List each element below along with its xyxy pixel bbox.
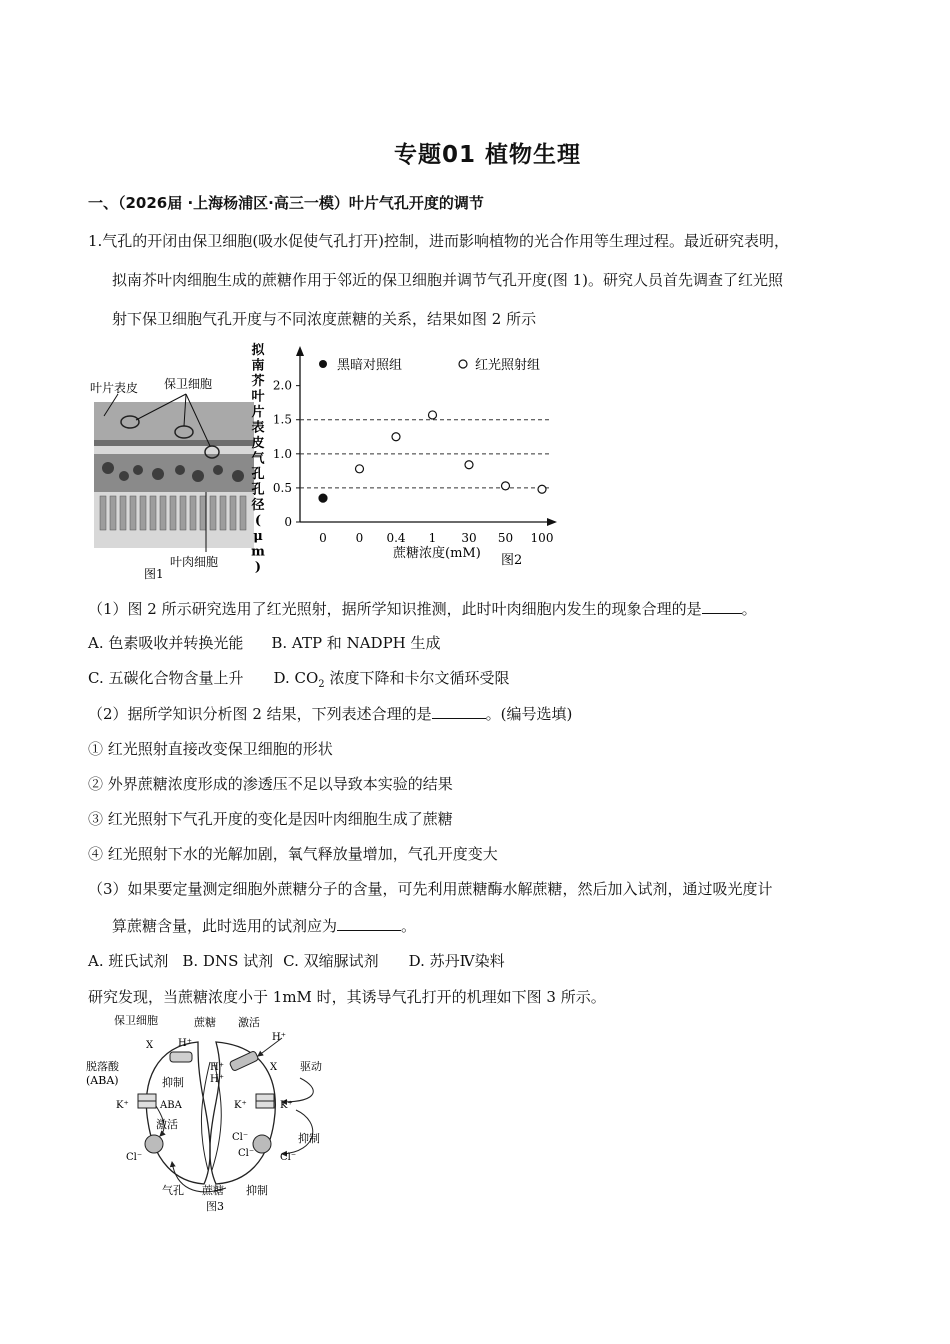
label-leaf-epidermis: 叶片表皮 [90,381,139,395]
x-tick-label: 1 [428,531,437,545]
figure-1-leaf-section [88,372,258,582]
sub3-line-2-text: 算蔗糖含量，此时选用的试剂应为 [112,917,338,935]
label-aba-line-2: (ABA) [86,1074,119,1087]
label-k-plus-center: K⁺ [234,1100,247,1111]
sub1-option-d-subscript: 2 [318,679,325,690]
label-cl-right: Cl⁻ [280,1152,297,1163]
x-tick-label: 30 [461,531,477,545]
y-tick-label: 0 [284,515,292,529]
sub2-stem [88,703,572,724]
figure-1-caption: 图1 [144,567,164,581]
x-axis-label: 蔗糖浓度(mM) [393,546,481,561]
figure-2-caption: 图2 [501,553,523,568]
sub1-option-d-prefix: D. CO [273,669,319,687]
label-aba: ABA [160,1100,182,1111]
sub1-stem-text: （1）图 2 所示研究选用了红光照射，据所学知识推测，此时叶肉细胞内发生的现象合理的是 [88,600,702,618]
y-label-char: ) [254,560,262,575]
legend-red-marker [459,360,467,368]
y-label-char: μ [253,529,263,544]
x-tick-label: 0 [355,531,364,545]
y-tick-labels [273,379,300,529]
label-x-left: X [146,1040,154,1051]
x-tick-label: 100 [530,531,554,545]
y-tick-label: 2.0 [272,378,292,393]
y-label-char: 孔 [251,467,265,482]
channel-left-top-icon [170,1052,192,1062]
sub1-option-d [273,669,510,690]
y-label-char: 片 [251,405,265,420]
label-x-right: X [270,1062,278,1073]
label-h-plus-center-1: H⁺ [210,1062,224,1073]
y-tick-label: 1.5 [272,412,292,427]
y-label-char: 皮 [251,436,265,451]
data-points [319,411,546,502]
sub2-item-2: ② 外界蔗糖浓度形成的渗透压不足以导致本实验的结果 [88,775,453,793]
y-tick-label: 1.0 [272,446,292,461]
point-red-light [538,485,546,493]
label-k-plus-left: K⁺ [116,1100,129,1111]
dashed-reference-lines [300,420,549,488]
channel-right-top-icon [229,1051,259,1072]
y-label-char: 南 [251,358,265,374]
y-label-char: 表 [251,420,265,436]
sub1-options-row-1 [88,632,441,653]
page-title: 专题01 植物生理 [393,142,581,168]
answer-blank-2[interactable] [432,704,486,719]
legend-dark-marker [319,360,327,368]
x-tick-label: 50 [497,531,514,545]
y-label-char: m [251,544,265,560]
figure-3-mechanism-diagram [86,1012,346,1217]
y-label-char: 气 [251,451,265,467]
label-drive: 驱动 [300,1060,322,1073]
figure-3-caption: 图3 [206,1200,224,1213]
x-tick-label: 0.4 [386,531,406,545]
sub1-option-a: A. 色素吸收并转换光能 [88,634,244,652]
y-label-char: 孔 [251,482,265,498]
sub3-option-b: B. DNS 试剂 [182,952,274,970]
x-tick-labels [319,531,553,545]
sub2-stem-end: 。(编号选填) [485,705,573,723]
y-label-char: 芥 [251,374,265,389]
label-guard-cell: 保卫细胞 [114,1014,158,1027]
x-axis-arrow [547,518,557,526]
sub3-line-2 [112,915,416,936]
intro-line-2: 拟南芥叶肉细胞生成的蔗糖作用于邻近的保卫细胞并调节气孔开度(图 1)。研究人员首先调查了红光照 [112,271,784,289]
label-stoma: 气孔 [162,1184,184,1197]
y-label-char: ( [254,513,262,529]
sub2-item-3: ③ 红光照射下气孔开度的变化是因叶肉细胞生成了蔗糖 [88,810,453,828]
sub2-item-4: ④ 红光照射下水的光解加剧，氧气释放量增加，气孔开度变大 [88,845,498,863]
label-inhibit-right: 抑制 [298,1132,320,1145]
label-guard-cell: 保卫细胞 [164,377,213,391]
label-h-plus-right: H⁺ [272,1032,286,1043]
sub1-option-d-suffix: 浓度下降和卡尔文循环受限 [324,669,510,687]
sub1-option-c: C. 五碳化合物含量上升 [88,669,244,687]
point-red-light [356,465,364,473]
y-label-char: 径 [251,498,265,513]
label-cl-center-1: Cl⁻ [232,1132,249,1143]
k-channel-left-icon [138,1094,156,1108]
answer-blank-3[interactable] [337,916,401,931]
sub1-stem-end: 。 [741,600,757,618]
sub2-item-1: ① 红光照射直接改变保卫细胞的形状 [88,740,333,758]
sub1-options-row-2 [88,667,509,690]
point-red-light [392,433,400,441]
y-axis-label [250,342,265,575]
sub2-stem-text: （2）据所学知识分析图 2 结果，下列表述合理的是 [88,705,432,723]
sub1-option-b: B. ATP 和 NADPH 生成 [271,634,441,652]
x-tick-label: 0 [319,531,327,545]
intro-line-3: 射下保卫细胞气孔开度与不同浓度蔗糖的关系，结果如图 2 所示 [112,310,537,328]
legend [319,357,540,373]
guard-cell-left-outline [146,1042,210,1184]
finding-text: 研究发现，当蔗糖浓度小于 1mM 时，其诱导气孔打开的机理如下图 3 所示。 [88,988,606,1006]
sub3-option-c: C. 双缩脲试剂 [283,952,379,970]
y-label-char: 拟 [251,343,265,358]
answer-blank-1[interactable] [702,599,742,614]
section-heading: 一、（2026届 ·上海杨浦区·高三一模）叶片气孔开度的调节 [88,194,484,212]
label-inhibit-left: 抑制 [162,1076,184,1089]
sub3-options [88,950,505,971]
sub3-line-1: （3）如果要定量测定细胞外蔗糖分子的含量，可先利用蔗糖酶水解蔗糖，然后加入试剂，通过吸光度计 [88,880,773,898]
y-tick-label: 0.5 [272,480,292,495]
figure-2-chart [245,340,575,575]
y-label-char: 叶 [251,389,265,405]
label-h-plus-center-2: H⁺ [210,1074,224,1085]
label-cl-left: Cl⁻ [126,1152,143,1163]
sub1-stem [88,598,757,619]
sub3-line-2-end: 。 [401,917,417,935]
label-activate-top: 激活 [238,1016,260,1029]
label-h-plus-left: H⁺ [178,1038,192,1049]
label-cl-center-2: Cl⁻ [238,1148,255,1159]
label-inhibit-bottom: 抑制 [246,1184,268,1197]
sub3-option-a: A. 班氏试剂 [88,952,169,970]
legend-dark-label: 黑暗对照组 [337,358,403,373]
label-k-plus-right: K⁺ [280,1100,293,1111]
question-intro [88,222,868,339]
k-channel-right-icon [256,1094,274,1108]
sub3-option-d: D. 苏丹Ⅳ染料 [408,952,505,970]
intro-line-1: 1.气孔的开闭由保卫细胞(吸水促使气孔打开)控制，进而影响植物的光合作用等生理过程。最近研究表明， [88,232,790,250]
y-axis-arrow [296,346,304,356]
label-sucrose-top: 蔗糖 [194,1016,216,1029]
label-activate: 激活 [156,1118,178,1131]
point-dark-control [319,494,327,502]
label-aba-line-1: 脱落酸 [86,1060,119,1073]
point-red-light [502,482,510,490]
cl-channel-right-icon [253,1135,271,1153]
point-red-light [465,461,473,469]
point-red-light [429,411,437,419]
cl-channel-left-icon [145,1135,163,1153]
legend-red-label: 红光照射组 [475,358,541,373]
label-mesophyll-cell: 叶肉细胞 [170,555,219,569]
label-sucrose-bottom: 蔗糖 [202,1184,224,1197]
chart-axes [296,346,557,526]
